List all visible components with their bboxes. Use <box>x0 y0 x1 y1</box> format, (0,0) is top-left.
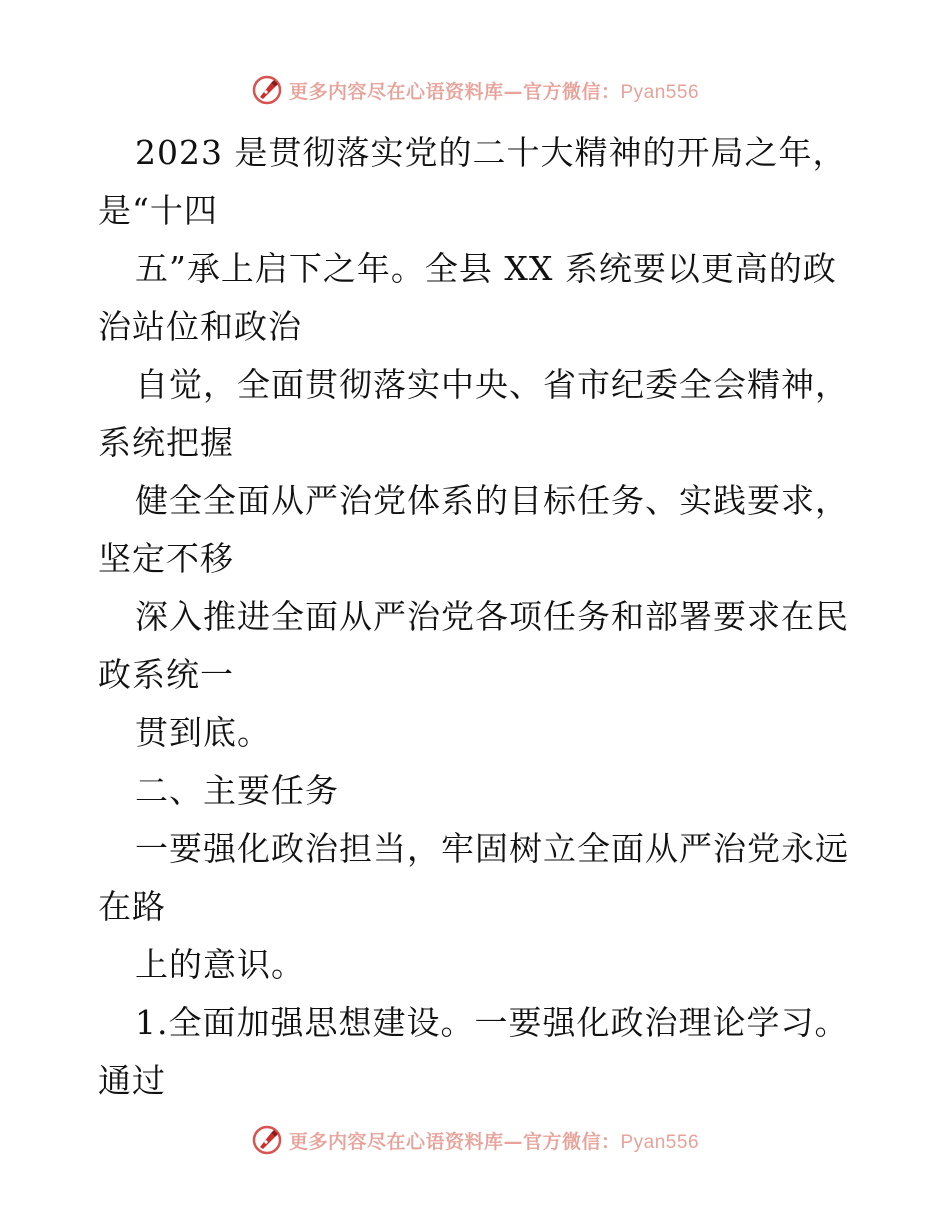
watermark-text: 更多内容尽在心语资料库—官方微信：Pyan556 <box>288 1130 700 1153</box>
paragraph-line: 2023 是贯彻落实党的二十大精神的开局之年， <box>135 133 847 172</box>
pen-nib-logo-icon <box>251 1124 283 1156</box>
paragraph-line: 上的意识。 <box>135 945 305 984</box>
paragraph-line: 政系统一 <box>98 655 234 694</box>
document-body <box>98 124 858 1110</box>
paragraph-line: 系统把握 <box>98 423 234 462</box>
paragraph-line: 自觉，全面贯彻落实中央、省市纪委全会精神， <box>135 365 849 404</box>
paragraph-line: 一要强化政治担当，牢固树立全面从严治党永远 <box>135 829 849 868</box>
paragraph-line: 坚定不移 <box>98 539 234 578</box>
paragraph-line: 治站位和政治 <box>98 307 302 346</box>
paragraph-line: 贯到底。 <box>135 713 271 752</box>
paragraph-line: 1.全面加强思想建设。一要强化政治理论学习。 <box>135 1003 849 1042</box>
watermark-text: 更多内容尽在心语资料库—官方微信：Pyan556 <box>288 80 700 103</box>
paragraph-line: 健全全面从严治党体系的目标任务、实践要求， <box>135 481 849 520</box>
pen-nib-logo-icon <box>251 74 283 106</box>
paragraph-line: 通过 <box>98 1061 166 1100</box>
paragraph-line: 是“十四 <box>98 191 218 230</box>
paragraph-line: 五”承上启下之年。全县 XX 系统要以更高的政 <box>135 249 837 288</box>
header-watermark <box>0 70 950 110</box>
footer-watermark <box>0 1120 950 1160</box>
paragraph-line: 二、主要任务 <box>135 771 339 810</box>
paragraph-line: 在路 <box>98 887 166 926</box>
paragraph-line: 深入推进全面从严治党各项任务和部署要求在民 <box>135 597 849 636</box>
